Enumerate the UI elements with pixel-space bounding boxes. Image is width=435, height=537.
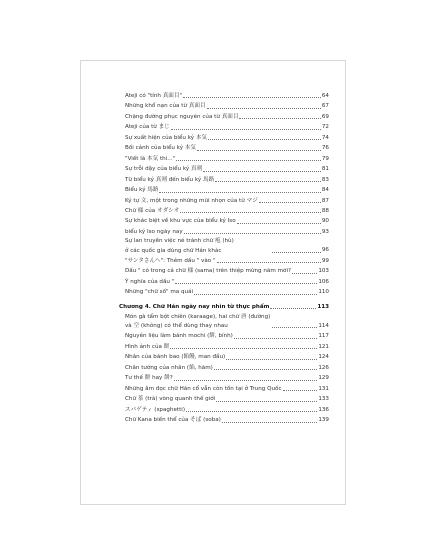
toc-entry	[125, 287, 329, 297]
dot-leader	[270, 308, 316, 309]
toc-entry-title-line: Món gà tẩm bột chiên (karaage), hai chữ 唐 (đường)	[125, 314, 271, 321]
toc-entry-title: Ateji của từ まじ	[125, 124, 170, 131]
toc-entry-page: 88	[321, 207, 329, 214]
dot-leader	[176, 160, 321, 161]
dot-leader	[214, 369, 317, 370]
toc-entry-title: Chữ 茶 (trà) vòng quanh thế giới	[125, 396, 216, 403]
toc-entry	[125, 216, 329, 226]
toc-entry-title: Từ biểu ký 真剣 đến biểu ký 馬路	[125, 176, 215, 183]
toc-entry-title: Ý nghĩa của dấu "	[125, 278, 175, 285]
toc-entry-page: 126	[318, 364, 329, 371]
toc-entry-title: "Viết là 本気 thì..."	[125, 155, 176, 162]
dot-leader	[170, 348, 317, 349]
toc-entry-title: Ateji có "tính 真面目"	[125, 93, 183, 99]
toc-entry-title: "サンタさんへ": Thêm dấu " vào "	[125, 257, 216, 264]
toc-entry-title: Những khổ nạn của từ 真面目	[125, 103, 206, 110]
toc-entry	[125, 101, 329, 111]
toc-entry-title: Tư thế 餅 hay 餅?	[125, 375, 173, 382]
dot-leader	[184, 233, 321, 234]
toc-entry-title: Dấu " có trong cả chữ 様 (sama) trên thiệp mừng năm mới?	[125, 268, 291, 275]
toc-entry-page: 110	[318, 289, 329, 296]
dot-leader	[283, 390, 318, 391]
toc-entry-title: Ký tự 文, một trong những mũi nhọn của từ マジ	[125, 197, 258, 204]
toc-entry	[125, 313, 329, 331]
toc-entry-page: 131	[318, 385, 329, 392]
toc-entry-title	[125, 237, 271, 255]
dot-leader	[171, 129, 321, 130]
toc-entry-title: Sự xuất hiện của biểu ký 本気	[125, 134, 208, 141]
toc-entry	[125, 237, 329, 255]
dot-leader	[239, 118, 320, 119]
toc-entry-title: Nhân của bánh bao (餡饅, man đầu)	[125, 354, 226, 361]
toc-entry-title: Sự khác biệt về khu vực của biểu ký Iso	[125, 218, 236, 225]
toc-entry-title: Những âm đọc chữ Hán cổ vẫn còn tồn tại ở Trung Quốc	[125, 385, 282, 392]
toc-entry-title	[125, 313, 271, 331]
dot-leader	[292, 273, 317, 274]
toc-entry-title: Chân tướng của nhân (餡, hãm)	[125, 364, 213, 371]
toc-entry-page: 106	[318, 278, 329, 285]
toc-entry-page: 83	[321, 176, 329, 183]
toc-entry	[125, 143, 329, 153]
toc-entry	[125, 394, 329, 404]
toc-entry	[125, 122, 329, 132]
toc-entry	[125, 206, 329, 216]
toc-entry-page: 129	[318, 375, 329, 382]
toc-entry-page: 93	[321, 228, 329, 235]
toc-entry	[125, 342, 329, 352]
toc-entry-page: 136	[318, 406, 329, 413]
toc-entry	[125, 227, 329, 237]
toc-entry-page: 103	[318, 268, 329, 275]
toc-entry-page: 74	[321, 134, 329, 141]
toc-entry-title: biểu ký Iso ngày nay	[125, 228, 183, 235]
toc-entry	[125, 277, 329, 287]
toc-entry-page: 69	[321, 113, 329, 120]
toc-entry-title: Bối cảnh của biểu ký 本気	[125, 145, 196, 152]
toc-entry-page: 84	[321, 187, 329, 194]
dot-leader	[183, 97, 321, 98]
dot-leader	[259, 202, 321, 203]
toc-entry-page: 124	[318, 354, 329, 361]
toc-entry	[125, 363, 329, 373]
toc-entry-title: Chặng đường phục nguyên của từ 真面目	[125, 113, 239, 120]
dot-leader	[217, 262, 321, 263]
dot-leader	[175, 283, 317, 284]
toc-entry	[125, 185, 329, 195]
dot-leader	[203, 171, 321, 172]
dot-leader	[174, 380, 318, 381]
toc-entry	[125, 384, 329, 394]
toc-entry	[125, 373, 329, 383]
toc-entry-title: Những "chữ số" ma quái	[125, 289, 194, 296]
dot-leader	[159, 192, 320, 193]
toc-entry-title: Sự trỗi dậy của biểu ký 真剣	[125, 166, 203, 173]
toc-entry-title: Chữ Kana biến thể của そば (soba)	[125, 417, 221, 424]
dot-leader	[215, 181, 321, 182]
chapter-page: 113	[317, 303, 329, 310]
toc-entry-title: Biểu ký 馬路	[125, 187, 159, 194]
toc-entry-page: 133	[318, 396, 329, 403]
dot-leader	[272, 327, 317, 328]
toc-entry	[125, 112, 329, 122]
toc-entry-title: スパゲティ (spaghetti)	[125, 406, 186, 413]
toc-entry	[125, 196, 329, 206]
dot-leader	[216, 401, 317, 402]
table-of-contents	[119, 91, 329, 426]
toc-entry-page: 99	[321, 257, 329, 264]
toc-entry	[125, 154, 329, 164]
toc-entry-page: 90	[321, 218, 329, 225]
toc-entry-title: Hình ảnh của 餅	[125, 343, 170, 350]
toc-chapter-heading	[119, 302, 329, 312]
toc-entry-page: 64	[321, 93, 329, 99]
book-page	[80, 60, 346, 505]
dot-leader	[180, 212, 321, 213]
toc-entry-page: 87	[321, 197, 329, 204]
dot-leader	[194, 294, 317, 295]
toc-entry-page: 72	[321, 124, 329, 131]
toc-entry	[125, 175, 329, 185]
toc-entry	[125, 266, 329, 276]
toc-entry-title: Chữ 様 của オダシオ	[125, 207, 180, 214]
dot-leader	[222, 422, 317, 423]
dot-leader	[186, 411, 317, 412]
toc-entry-page: 139	[318, 417, 329, 424]
toc-entry-page: 76	[321, 145, 329, 152]
toc-entry	[125, 331, 329, 341]
toc-entry	[125, 352, 329, 362]
toc-entry-title-line: và 空 (không) có thể dùng thay nhau	[125, 323, 228, 330]
toc-entry	[125, 133, 329, 143]
chapter-title: Chương 4. Chữ Hán ngày nay nhìn từ thực phẩm	[119, 303, 270, 310]
toc-entry	[125, 164, 329, 174]
toc-entry-page: 79	[321, 155, 329, 162]
toc-entry	[125, 91, 329, 101]
toc-entry-title-line: ở các quốc gia dùng chữ Hán khác	[125, 247, 222, 254]
dot-leader	[197, 150, 321, 151]
dot-leader	[207, 108, 321, 109]
toc-entry-page: 117	[318, 333, 329, 340]
dot-leader	[208, 139, 321, 140]
dot-leader	[272, 252, 321, 253]
toc-entry-page: 81	[321, 166, 329, 173]
toc-entry-page: 96	[321, 247, 329, 254]
toc-entry	[125, 415, 329, 425]
dot-leader	[234, 338, 317, 339]
toc-entry-page: 67	[321, 103, 329, 110]
dot-leader	[237, 223, 321, 224]
toc-entry	[125, 405, 329, 415]
toc-entry	[125, 256, 329, 266]
toc-entry-title-line: Sự lan truyền việc né tránh chữ 疱 (hù)	[125, 238, 234, 245]
toc-entry-title: Nguyên liệu làm bánh mochi (餅, bính)	[125, 333, 233, 340]
dot-leader	[226, 359, 317, 360]
toc-entry-page: 121	[318, 343, 329, 350]
toc-entry-page: 114	[318, 322, 329, 329]
